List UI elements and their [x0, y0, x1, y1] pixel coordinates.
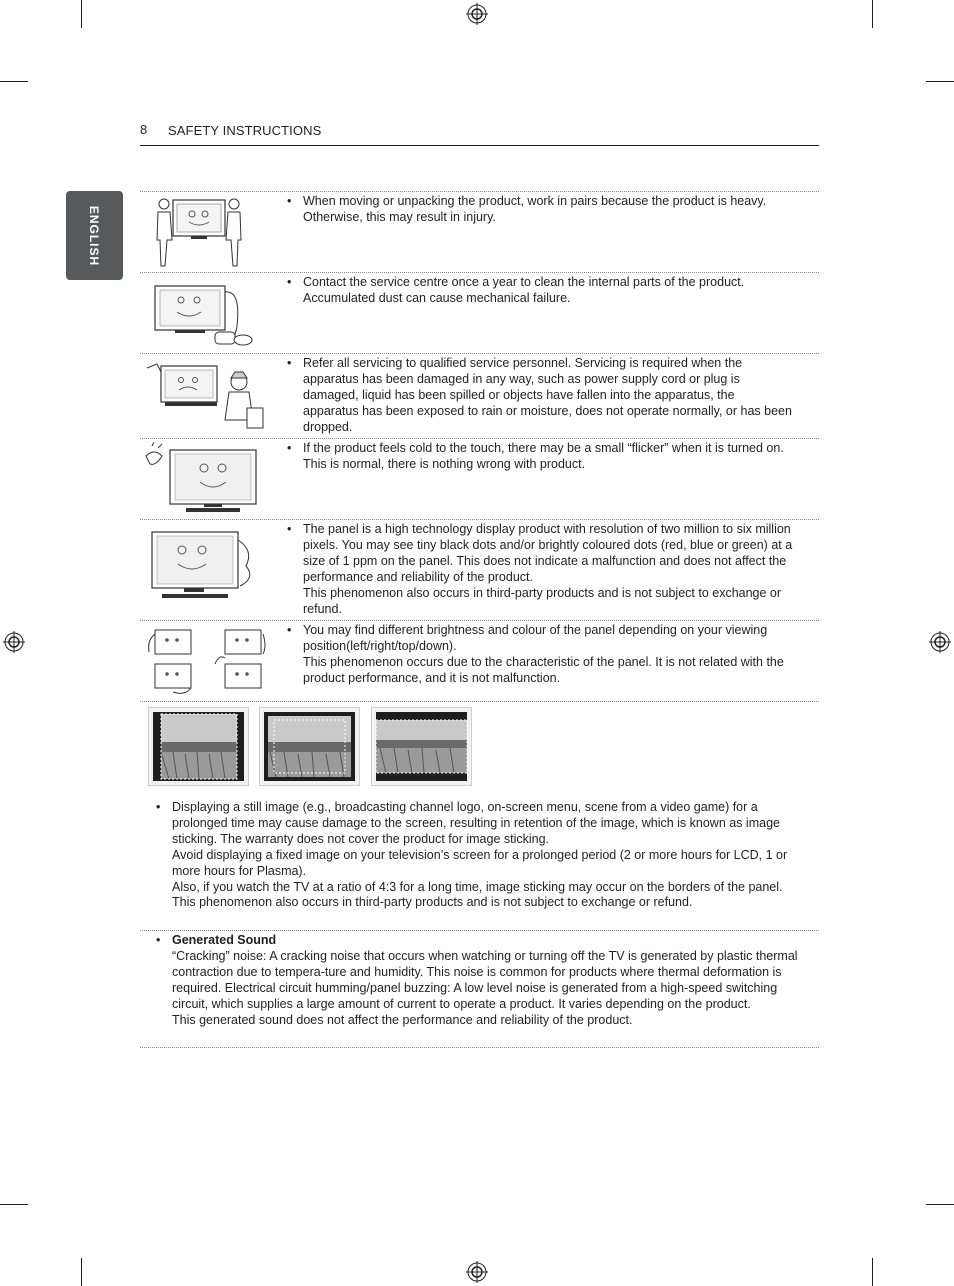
two-people-carrying-tv-illustration: [155, 194, 243, 268]
crop-mark: [872, 0, 873, 28]
page-header: [140, 121, 819, 146]
item-text: If the product feels cold to the touch, there may be a small “flicker” when it is turned on. This is normal, there is nothing wrong with product.: [303, 441, 784, 471]
item-text: The panel is a high technology display product with resolution of two million to six million pixels. You may see tiny black dots and/or brightly coloured dots (red, blue or green) at a size of 1 ppm on the panel. This does not indicate a malfunction and does not affect the performance and reliability of the product.: [303, 522, 793, 584]
crop-mark: [0, 1204, 28, 1205]
notice-text: This phenomenon also occurs in third-party products and is not subject to exchange or refund.: [172, 895, 693, 910]
image-sticking-example-2: [259, 707, 360, 786]
crop-mark: [0, 81, 28, 82]
registration-mark-icon: [929, 631, 951, 653]
separator: [140, 353, 819, 354]
item-text: When moving or unpacking the product, work in pairs because the product is heavy. Otherwise, this may result in injury.: [303, 194, 767, 224]
item-text: Refer all servicing to qualified service personnel. Servicing is required when the apparatus has been damaged in any way, such as power supply cord or plug is damaged, liquid has been spilled or objects have fallen into the apparatus, the apparatus has been exposed to rain or moisture, does not operate normally, or has been dropped.: [303, 356, 792, 434]
separator: [140, 272, 819, 273]
notice-text: Displaying a still image (e.g., broadcasting channel logo, on-screen menu, scene from a video game) for a prolonged time may cause damage to the screen, resulting in retention of the image, which is known as image sticking. The warranty does not cover the product for image sticking.: [172, 800, 780, 846]
crop-mark: [926, 1204, 954, 1205]
list-item: • Refer all servicing to qualified service personnel. Servicing is required when the apparatus has been damaged in any way, such as power supply cord or plug is damaged, liquid has been spilled or objects have fallen into the apparatus, the apparatus has been exposed to rain or moisture, does not operate normally, or has been dropped.: [287, 356, 792, 434]
separator: [140, 438, 819, 439]
tv-with-service-technician-illustration: [143, 358, 269, 434]
image-sticking-example-3: [371, 707, 472, 786]
section-title: SAFETY INSTRUCTIONS: [168, 123, 322, 138]
notice-text: Avoid displaying a fixed image on your television’s screen for a prolonged period (2 or more hours for LCD, 1 or more hours for Plasma).: [172, 847, 788, 878]
crop-mark: [926, 81, 954, 82]
language-tab-label: ENGLISH: [87, 205, 102, 266]
list-item: • Contact the service centre once a year to clean the internal parts of the product. Accumulated dust can cause mechanical failure.: [303, 275, 803, 307]
list-item: • When moving or unpacking the product, work in pairs because the product is heavy. Otherwise, this may result in injury.: [303, 194, 803, 226]
page-number: 8: [140, 122, 148, 137]
separator: [140, 930, 819, 931]
registration-mark-icon: [466, 1261, 488, 1283]
list-item: • You may find different brightness and colour of the panel depending on your viewing position(left/right/top/down). This phenomenon occurs due to the characteristic of the panel. It is not related with the product performance, and it is not malfunction.: [303, 623, 798, 687]
tv-flicker-illustration: [142, 442, 262, 516]
separator: [140, 191, 819, 192]
registration-mark-icon: [3, 631, 25, 653]
crop-mark: [81, 1258, 82, 1286]
tv-panel-pixels-illustration: [150, 530, 260, 602]
notice-text: Also, if you watch the TV at a ratio of 4:3 for a long time, image sticking may occur on the borders of the panel.: [172, 879, 783, 894]
generated-sound-heading: Generated Sound: [172, 933, 277, 947]
item-text: This phenomenon occurs due to the characteristic of the panel. It is not related with the product performance, and it is not malfunction.: [303, 654, 784, 685]
generated-sound-notice: • Generated Sound “Cracking” noise: A cracking noise that occurs when watching or turning off the TV is generated by plastic thermal contraction due to tempera-ture and humidity. This noise is common for products where thermal deformation is required. Electrical circuit humming/panel buzzing: A low level noise is generated from a high-speed switching circuit, which supplies a large amount of current to operate a product. It varies depending on the product. This generated sound does not affect the performance and reliability of the product.: [172, 933, 800, 1028]
image-sticking-notice: • Displaying a still image (e.g., broadcasting channel logo, on-screen menu, scene from a video game) for a prolonged time may cause damage to the screen, resulting in retention of the image, which is known as image sticking. The warranty does not cover the product for image sticking. Avoid displaying a fixed image on your television’s screen for a prolonged period (2 or more hours for LCD, 1 or more hours for Plasma). Also, if you watch the TV at a ratio of 4:3 for a long time, image sticking may occur on the borders of the panel. This phenomenon also occurs in third-party products and is not subject to exchange or refund.: [172, 800, 800, 911]
item-text: You may find different brightness and colour of the panel depending on your viewing position(left/right/top/down).: [303, 623, 768, 653]
crop-mark: [81, 0, 82, 28]
image-sticking-example-1: [148, 707, 249, 786]
item-text: Contact the service centre once a year to clean the internal parts of the product. Accumulated dust can cause mechanical failure.: [303, 275, 745, 305]
registration-mark-icon: [466, 3, 488, 25]
separator: [140, 620, 819, 621]
item-text: This phenomenon also occurs in third-party products and is not subject to exchange or refund.: [303, 585, 782, 616]
notice-text: “Cracking” noise: A cracking noise that occurs when watching or turning off the TV is generated by plastic thermal contraction due to tempera-ture and humidity. This noise is common for products where thermal deformation is required. Electrical circuit humming/panel buzzing: A low level noise is generated from a high-speed switching circuit, which supplies a large amount of current to operate a product. It varies depending on the product.: [172, 948, 798, 1011]
list-item: • If the product feels cold to the touch, there may be a small “flicker” when it is turned on. This is normal, there is nothing wrong with product.: [303, 441, 798, 473]
tv-viewing-angles-illustration: [145, 624, 267, 696]
language-tab: [66, 191, 123, 280]
separator: [140, 701, 819, 702]
separator: [140, 1047, 819, 1048]
tv-with-vacuum-cleaner-illustration: [145, 276, 255, 350]
crop-mark: [872, 1258, 873, 1286]
list-item: • The panel is a high technology display product with resolution of two million to six million pixels. You may see tiny black dots and/or brightly coloured dots (red, blue or green) at a size of 1 ppm on the panel. This does not indicate a malfunction and does not affect the performance and reliability of the product. This phenomenon also occurs in third-party products and is not subject to exchange or refund.: [303, 522, 798, 617]
separator: [140, 519, 819, 520]
notice-text: This generated sound does not affect the performance and reliability of the product.: [172, 1012, 633, 1027]
